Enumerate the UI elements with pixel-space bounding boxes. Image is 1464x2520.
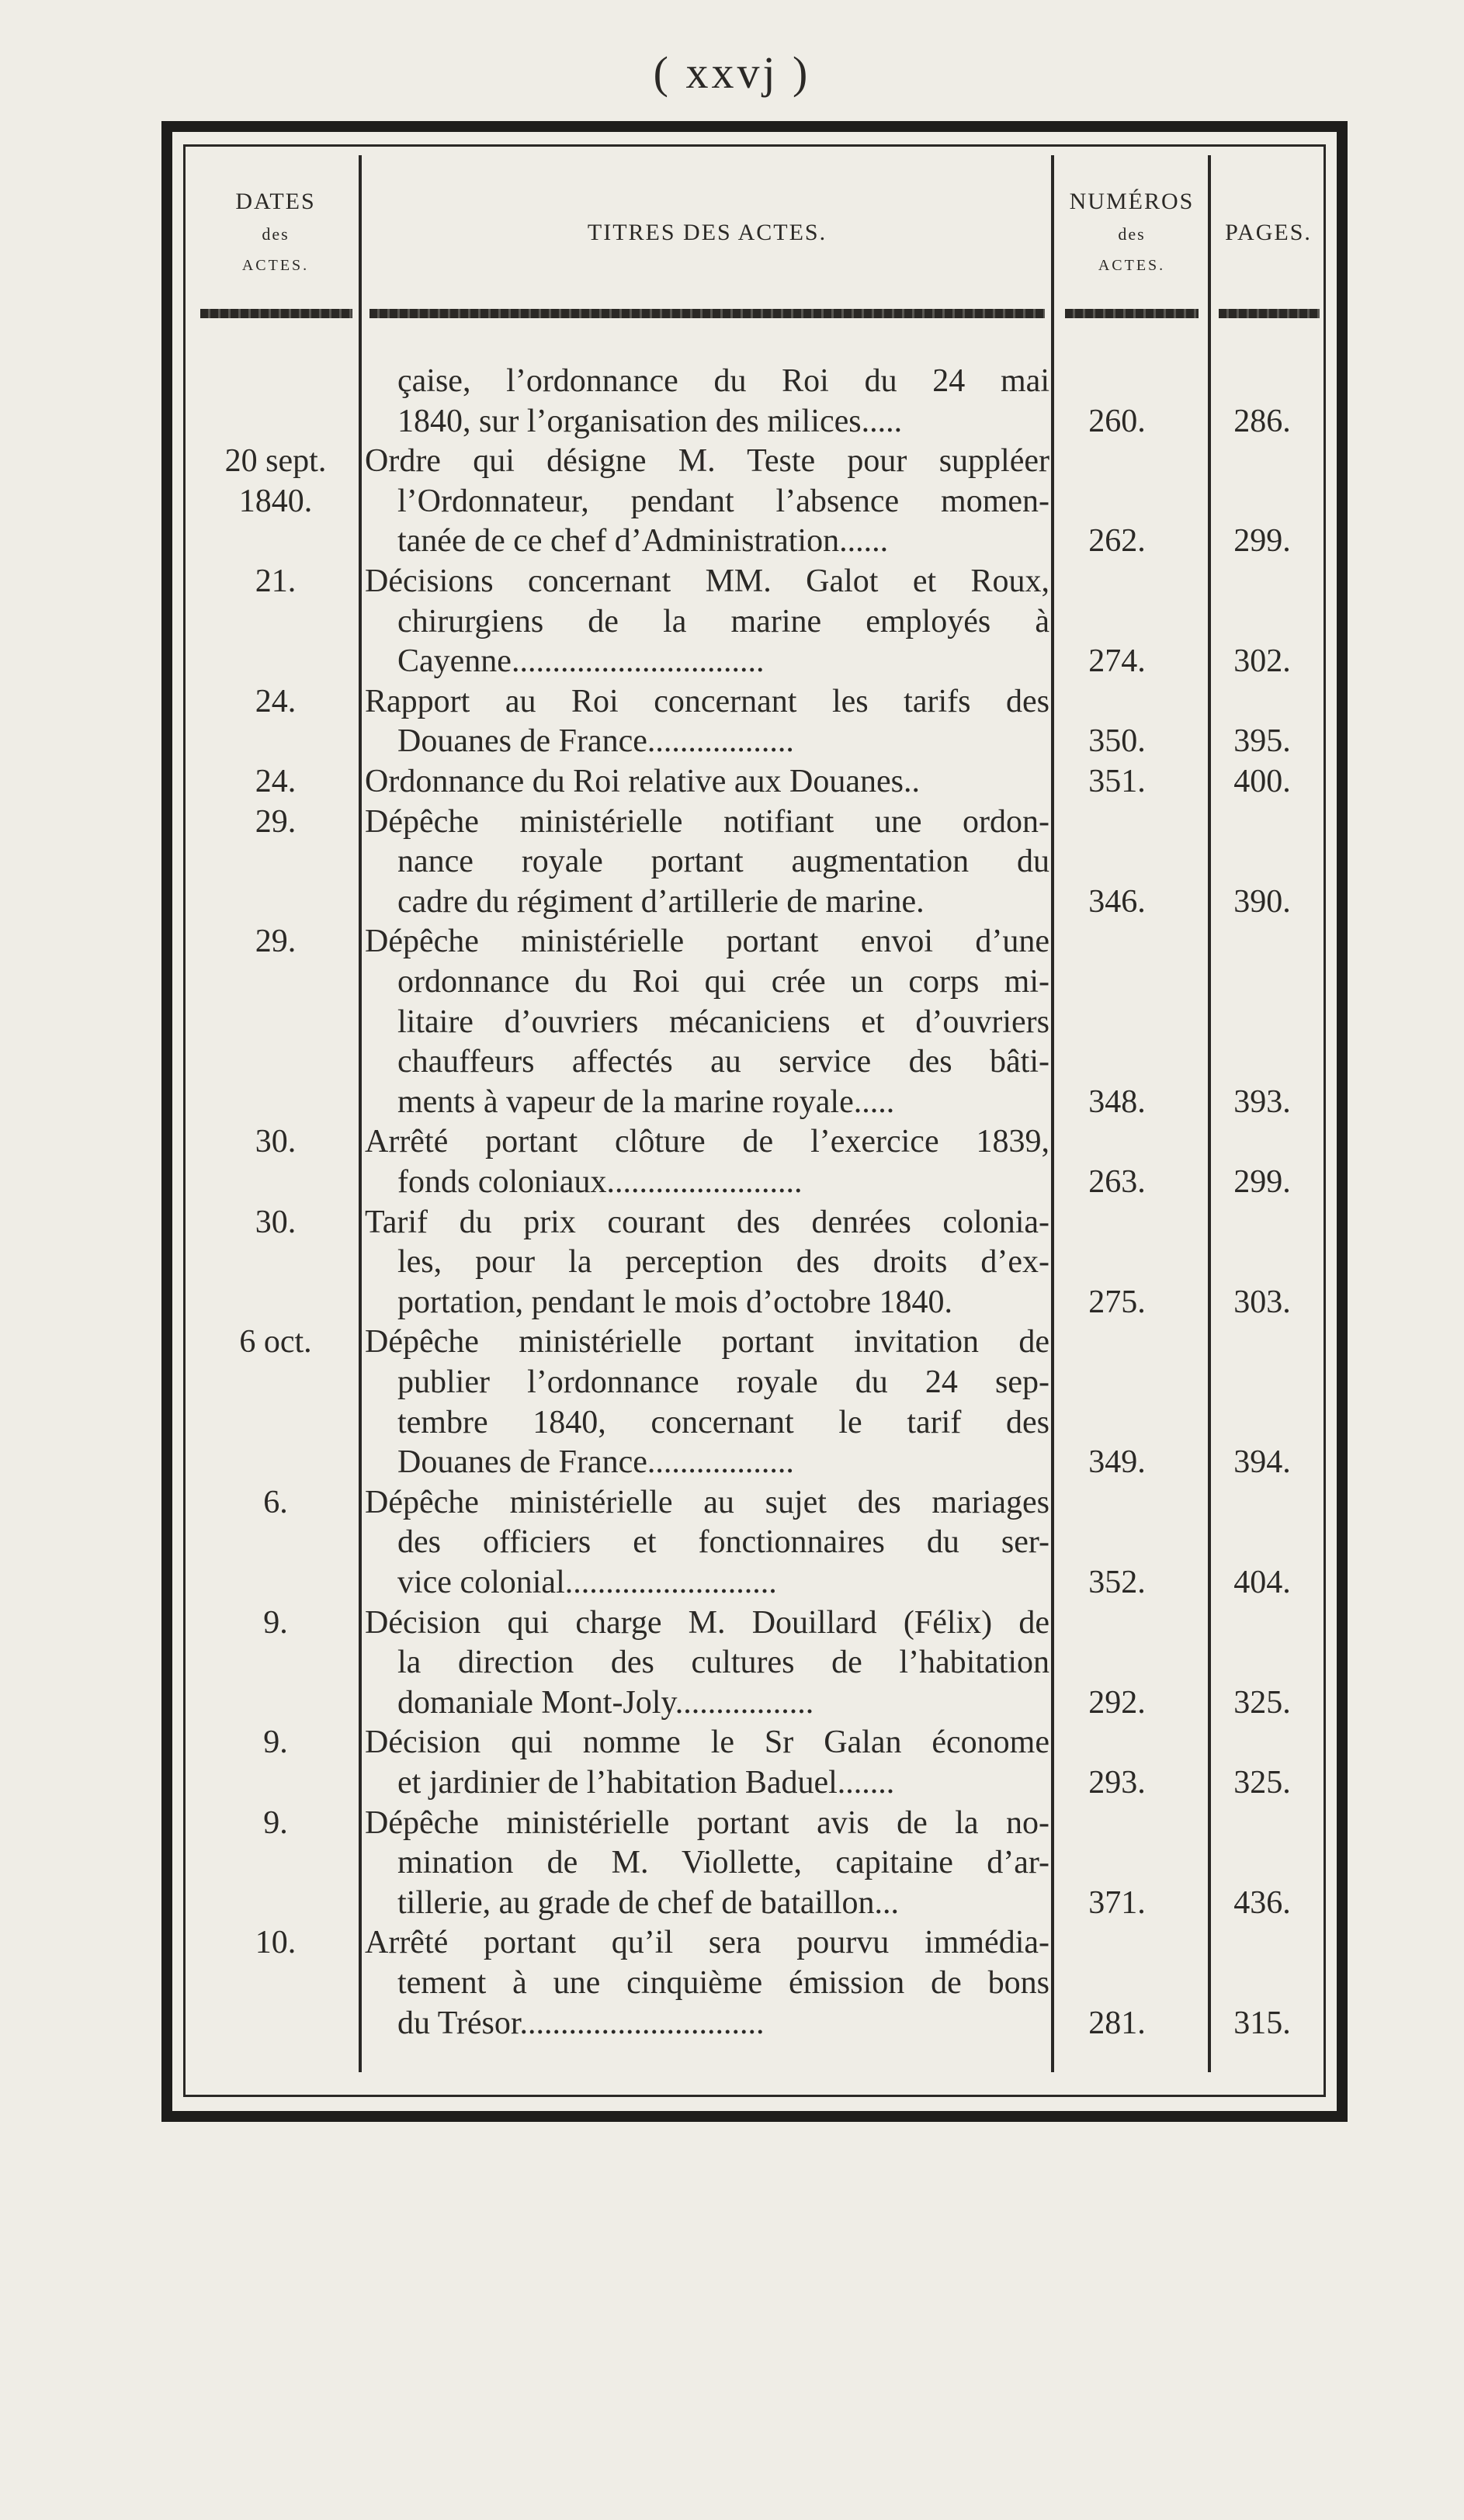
act-title: Décisions concernant MM. Galot et Roux,: [365, 563, 1049, 599]
act-title: nance royale portant augmentation du: [397, 844, 1049, 879]
header-dates-label: DATES: [235, 189, 316, 214]
act-date: 30.: [255, 1205, 297, 1240]
act-date: 9.: [263, 1724, 288, 1760]
act-date: 6.: [263, 1485, 288, 1520]
act-date: 24.: [255, 764, 297, 799]
act-title: et jardinier de l’habitation Baduel.......: [397, 1765, 895, 1801]
act-title: Douanes de France..................: [397, 1444, 794, 1480]
act-title: Dépêche ministérielle portant invitation de: [365, 1324, 1049, 1360]
act-page: 325.: [1233, 1685, 1291, 1721]
act-title: Arrêté portant qu’il sera pourvu immédia-: [365, 1925, 1049, 1960]
header-numeros: [1056, 185, 1208, 281]
act-title: domaniale Mont-Joly.................: [397, 1685, 814, 1721]
act-title: Arrêté portant clôture de l’exercice 1839,: [365, 1124, 1049, 1159]
act-title: çaise, l’ordonnance du Roi du 24 mai: [397, 363, 1049, 399]
act-title: mination de M. Viollette, capitaine d’ar-: [397, 1845, 1049, 1880]
act-number: 293.: [1088, 1765, 1146, 1801]
act-number: 351.: [1088, 764, 1146, 799]
header-dates: [194, 185, 357, 281]
header-pages-label: PAGES.: [1225, 220, 1312, 245]
act-page: 400.: [1233, 764, 1291, 799]
act-number: 352.: [1088, 1565, 1146, 1600]
act-number: 348.: [1088, 1084, 1146, 1120]
act-title: litaire d’ouvriers mécaniciens et d’ouvriers: [397, 1004, 1049, 1040]
act-page: 299.: [1233, 1164, 1291, 1200]
act-page: 325.: [1233, 1765, 1291, 1801]
header-pages: [1211, 216, 1326, 250]
act-title: Dépêche ministérielle portant avis de la no-: [365, 1805, 1049, 1841]
act-number: 274.: [1088, 643, 1146, 679]
page-number: ( xxvj ): [653, 47, 811, 98]
column-divider: [1051, 155, 1054, 2072]
act-date: 29.: [255, 804, 297, 840]
act-title: la direction des cultures de l’habitation: [397, 1645, 1049, 1680]
act-page: 286.: [1233, 404, 1291, 439]
act-title: cadre du régiment d’artillerie de marine.: [397, 884, 925, 920]
act-title: ordonnance du Roi qui crée un corps mi-: [397, 964, 1049, 1000]
act-date: 1840.: [238, 484, 313, 519]
header-rule: [1219, 309, 1320, 318]
act-title: Dépêche ministérielle portant envoi d’une: [365, 924, 1049, 959]
act-title: du Trésor..............................: [397, 2005, 765, 2041]
act-title: publier l’ordonnance royale du 24 sep-: [397, 1364, 1049, 1400]
act-page: 302.: [1233, 643, 1291, 679]
act-number: 263.: [1088, 1164, 1146, 1200]
act-page: 394.: [1233, 1444, 1291, 1480]
act-title: vice colonial..........................: [397, 1565, 777, 1600]
act-title: tillerie, au grade de chef de bataillon...: [397, 1885, 900, 1921]
act-number: 275.: [1088, 1284, 1146, 1320]
header-dates-actes: ACTES.: [241, 257, 310, 274]
column-divider: [359, 155, 362, 2072]
act-title: Douanes de France..................: [397, 723, 794, 759]
header-numeros-label: NUMÉROS: [1069, 189, 1195, 214]
header-rule: [200, 309, 352, 318]
header-dates-des: des: [262, 224, 290, 244]
act-title: Décision qui charge M. Douillard (Félix) de: [365, 1605, 1049, 1641]
act-number: 350.: [1088, 723, 1146, 759]
act-title: l’Ordonnateur, pendant l’absence momen-: [397, 484, 1049, 519]
act-page: 404.: [1233, 1565, 1291, 1600]
act-page: 303.: [1233, 1284, 1291, 1320]
act-title: ments à vapeur de la marine royale.....: [397, 1084, 895, 1120]
act-date: 21.: [255, 563, 297, 599]
act-title: tembre 1840, concernant le tarif des: [397, 1405, 1049, 1440]
act-title: chirurgiens de la marine employés à: [397, 604, 1049, 640]
act-title: Ordre qui désigne M. Teste pour suppléer: [365, 443, 1049, 479]
act-title: 1840, sur l’organisation des milices.....: [397, 404, 903, 439]
act-date: 29.: [255, 924, 297, 959]
act-date: 9.: [263, 1805, 288, 1841]
header-titles: [365, 216, 1049, 250]
act-page: 299.: [1233, 523, 1291, 559]
act-title: Décision qui nomme le Sr Galan économe: [365, 1724, 1049, 1760]
act-title: chauffeurs affectés au service des bâti-: [397, 1044, 1049, 1080]
act-page: 395.: [1233, 723, 1291, 759]
act-number: 281.: [1088, 2005, 1146, 2041]
act-date: 10.: [255, 1925, 297, 1960]
act-number: 262.: [1088, 523, 1146, 559]
act-number: 292.: [1088, 1685, 1146, 1721]
act-date: 9.: [263, 1605, 288, 1641]
act-number: 349.: [1088, 1444, 1146, 1480]
act-date: 24.: [255, 684, 297, 719]
act-title: Rapport au Roi concernant les tarifs des: [365, 684, 1049, 719]
act-title: Ordonnance du Roi relative aux Douanes..: [365, 764, 920, 799]
header-titles-label: TITRES DES ACTES.: [587, 220, 827, 245]
header-rule: [1065, 309, 1199, 318]
act-title: portation, pendant le mois d’octobre 1840.: [397, 1284, 953, 1320]
act-title: Tarif du prix courant des denrées colonia-: [365, 1205, 1049, 1240]
act-page: 390.: [1233, 884, 1291, 920]
header-rule: [369, 309, 1045, 318]
act-title: fonds coloniaux........................: [397, 1164, 803, 1200]
act-date: 20 sept.: [224, 443, 327, 479]
act-title: Dépêche ministérielle notifiant une ordon-: [365, 804, 1049, 840]
act-date: 30.: [255, 1124, 297, 1159]
header-numeros-des: des: [1118, 224, 1146, 244]
act-page: 393.: [1233, 1084, 1291, 1120]
act-title: des officiers et fonctionnaires du ser-: [397, 1524, 1049, 1560]
header-numeros-actes: ACTES.: [1098, 257, 1166, 274]
act-date: 6 oct.: [239, 1324, 312, 1360]
act-number: 346.: [1088, 884, 1146, 920]
act-page: 436.: [1233, 1885, 1291, 1921]
act-title: les, pour la perception des droits d’ex-: [397, 1244, 1049, 1280]
act-number: 371.: [1088, 1885, 1146, 1921]
act-title: tement à une cinquième émission de bons: [397, 1965, 1049, 2001]
act-title: tanée de ce chef d’Administration......: [397, 523, 889, 559]
act-title: Dépêche ministérielle au sujet des mariages: [365, 1485, 1049, 1520]
act-number: 260.: [1088, 404, 1146, 439]
act-title: Cayenne...............................: [397, 643, 765, 679]
act-page: 315.: [1233, 2005, 1291, 2041]
